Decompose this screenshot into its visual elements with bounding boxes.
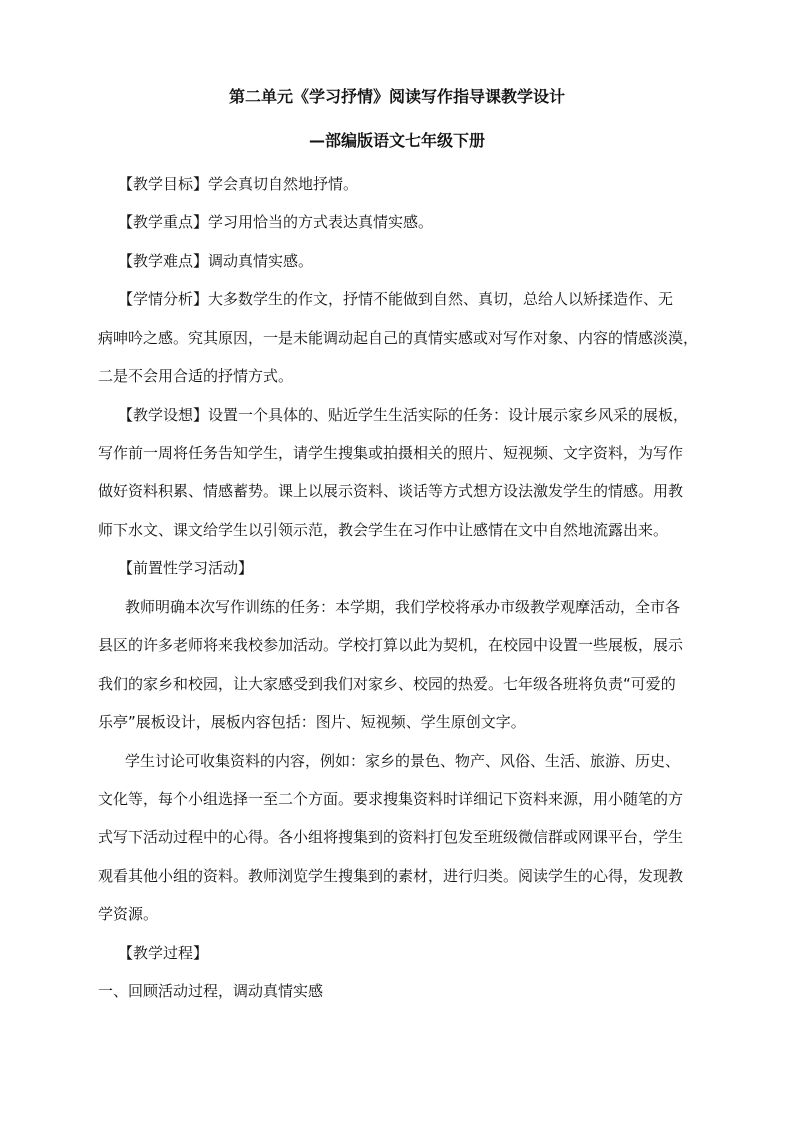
paragraph-line: 文化等，每个小组选择一至二个方面。要求搜集资料时详细记下资料来源，用小随笔的方 (98, 790, 684, 808)
paragraph-line: 式写下活动过程中的心得。各小组将搜集到的资料打包发至班级微信群或网课平台，学生 (98, 828, 684, 846)
teaching-difficulty: 【教学难点】调动真情实感。 (118, 252, 314, 270)
paragraph-line: 观看其他小组的资料。教师浏览学生搜集到的素材，进行归类。阅读学生的心得，发现教 (98, 867, 684, 885)
teaching-focus: 【教学重点】学习用恰当的方式表达真情实感。 (118, 213, 434, 231)
section-heading: 【教学过程】 (118, 944, 209, 962)
paragraph-line: 县区的许多老师将来我校参加活动。学校打算以此为契机，在校园中设置一些展板，展示 (98, 636, 684, 654)
paragraph-line: 病呻吟之感。究其原因，一是未能调动起自己的真情实感或对写作对象、内容的情感淡漠， (98, 329, 699, 347)
paragraph-line: 乐亭”展板设计，展板内容包括：图片、短视频、学生原创文字。 (98, 713, 526, 731)
paragraph-line: 【教学设想】设置一个具体的、贴近学生生活实际的任务：设计展示家乡风采的展板， (118, 406, 689, 424)
paragraph-line: 学资源。 (98, 905, 159, 923)
paragraph-line: 做好资料积累、情感蓄势。课上以展示资料、谈话等方式想方设法激发学生的情感。用教 (98, 482, 684, 500)
teaching-goal: 【教学目标】学会真切自然地抒情。 (118, 175, 359, 193)
paragraph-line: 我们的家乡和校园，让大家感受到我们对家乡、校园的热爱。七年级各班将负责“可爱的 (98, 675, 676, 693)
paragraph-line: 教师明确本次写作训练的任务：本学期，我们学校将承办市级教学观摩活动，全市各 (125, 598, 681, 616)
section-heading: 一、回顾活动过程，调动真情实感 (98, 982, 324, 1000)
paragraph-line: 学生讨论可收集资料的内容，例如：家乡的景色、物产、风俗、生活、旅游、历史、 (125, 752, 681, 770)
paragraph-line: 师下水文、课文给学生以引领示范，教会学生在习作中让感情在文中自然地流露出来。 (98, 521, 669, 539)
document-subtitle: —部编版语文七年级下册 (308, 131, 485, 150)
document-title: 第二单元《学习抒情》阅读写作指导课教学设计 (228, 87, 565, 106)
section-heading: 【前置性学习活动】 (118, 559, 254, 577)
paragraph-line: 二是不会用合适的抒情方式。 (98, 367, 294, 385)
paragraph-line: 写作前一周将任务告知学生，请学生搜集或拍摄相关的照片、短视频、文字资料，为写作 (98, 444, 684, 462)
paragraph-line: 【学情分析】大多数学生的作文，抒情不能做到自然、真切，总给人以矫揉造作、无 (118, 290, 674, 308)
